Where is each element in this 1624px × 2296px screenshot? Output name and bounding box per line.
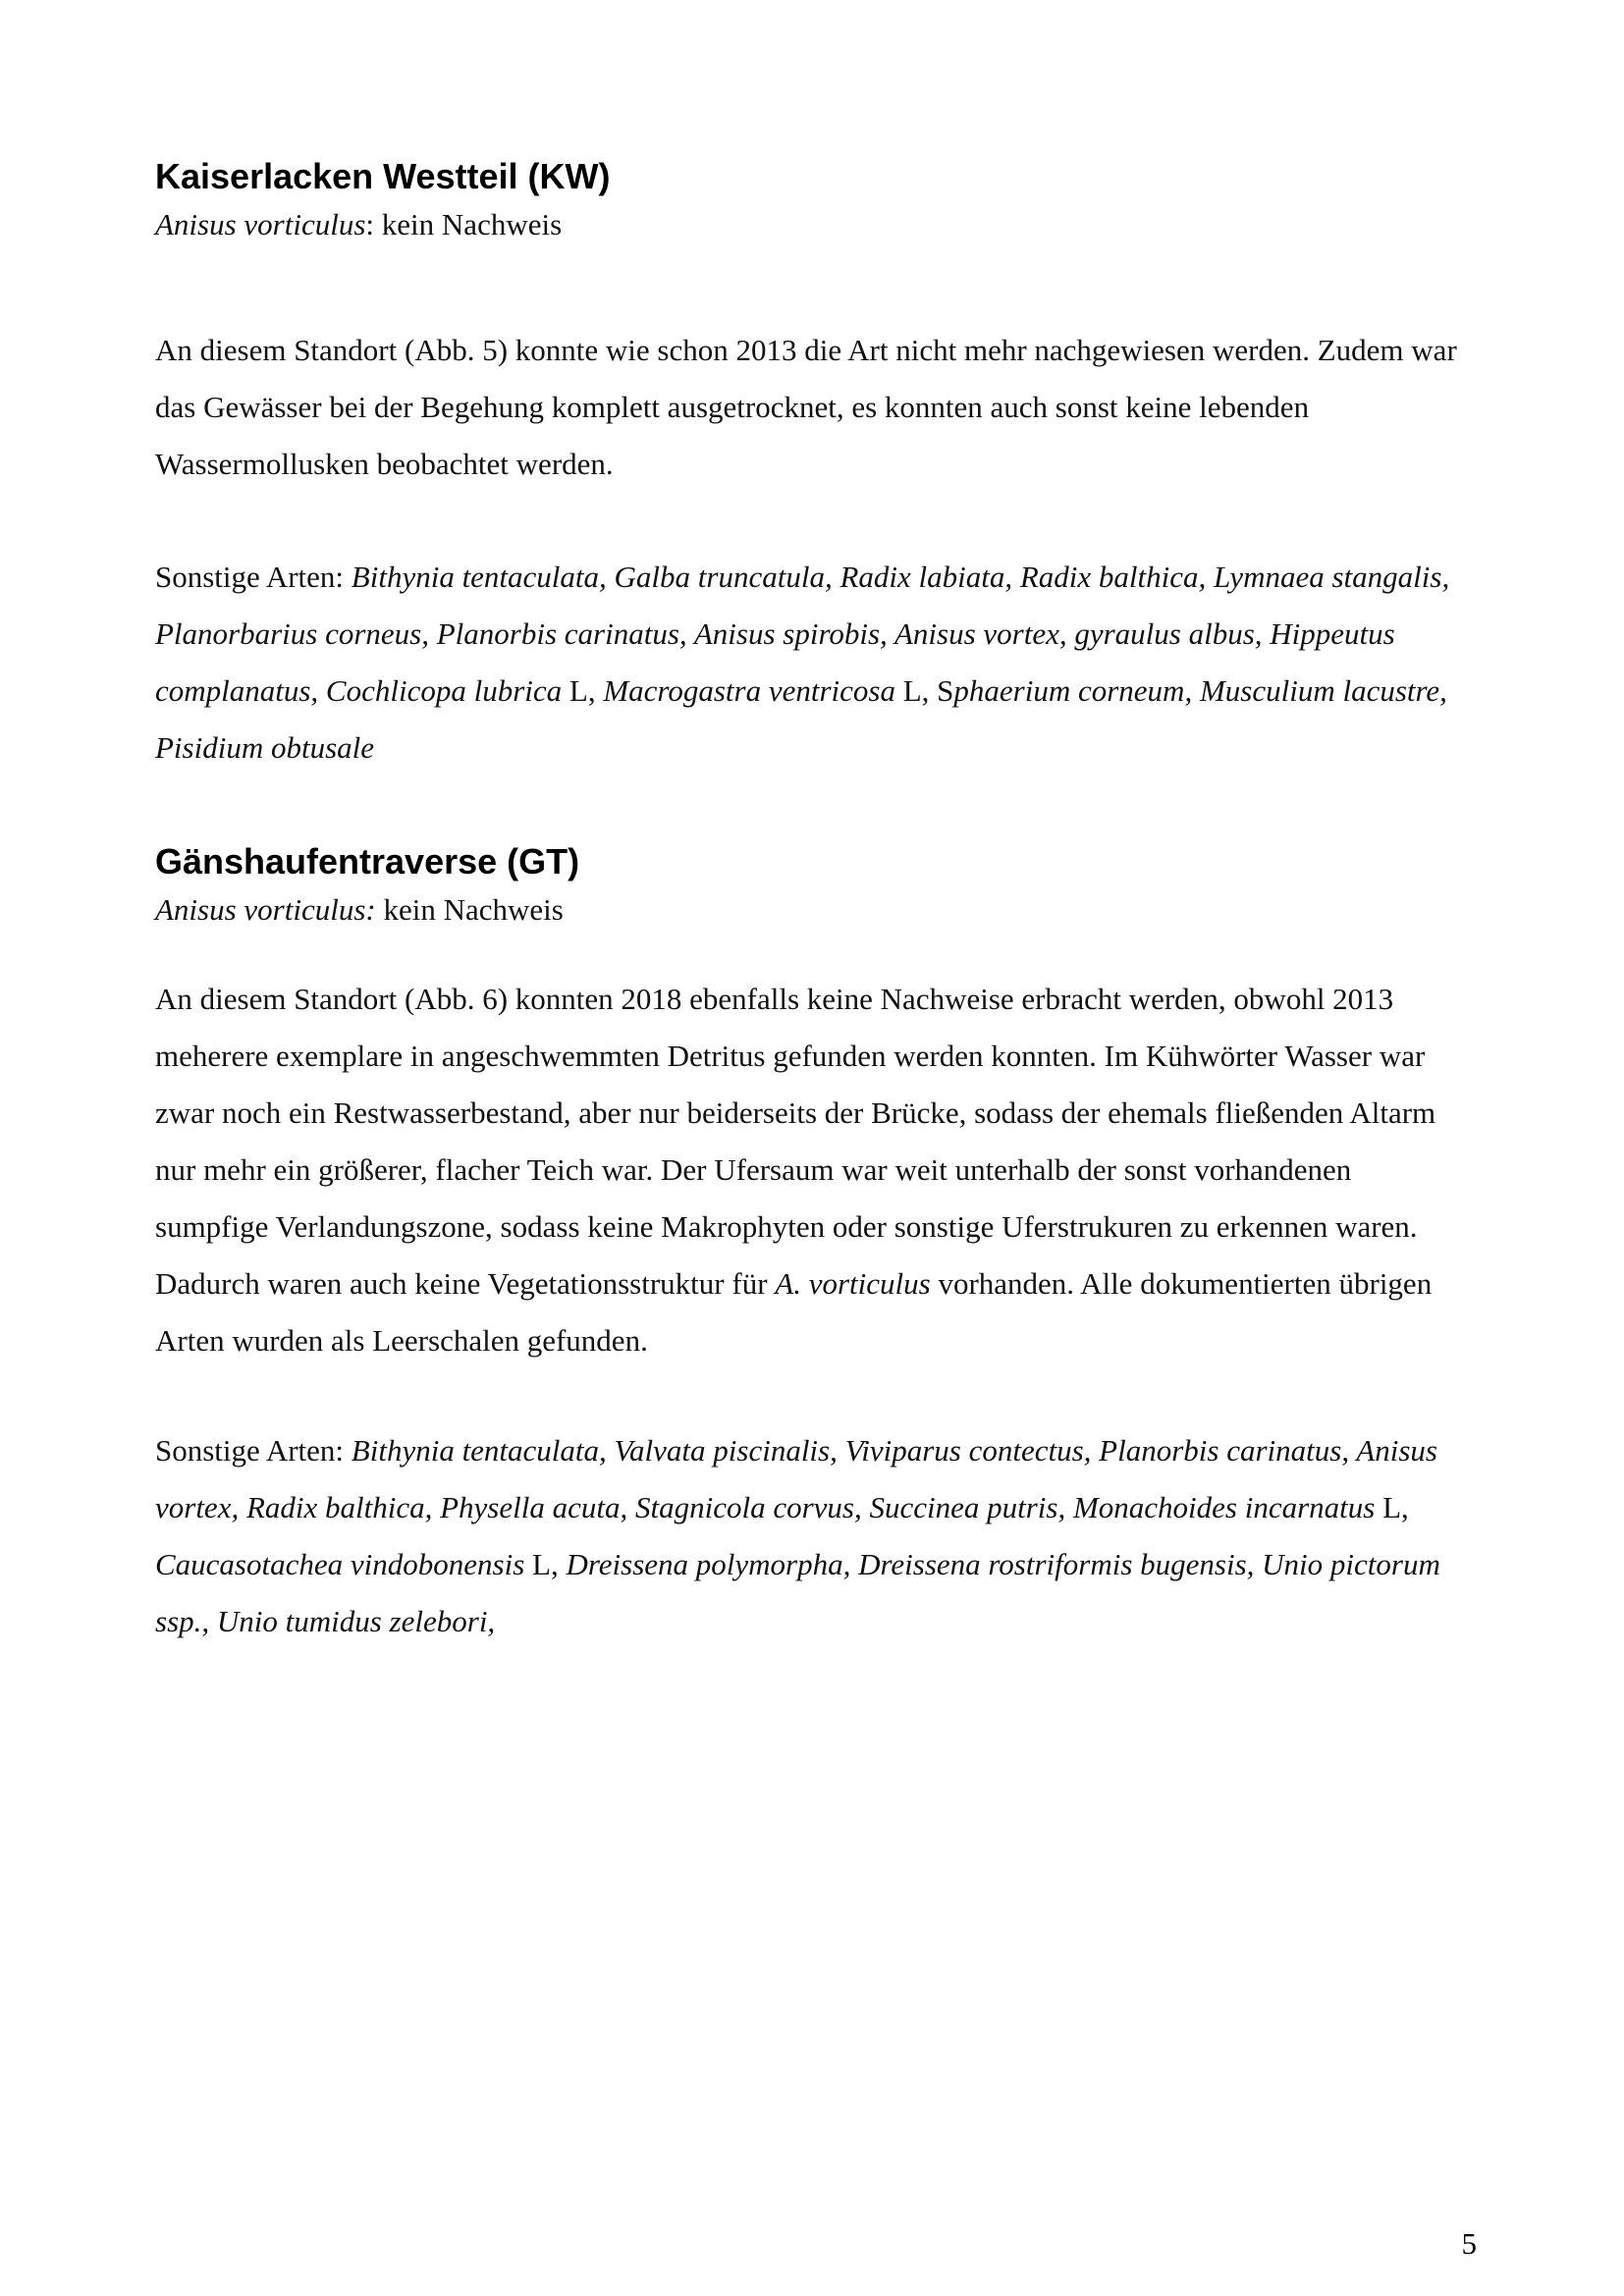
land-marker: L, — [524, 1547, 567, 1581]
section-gaenshaufentraverse-text — [155, 971, 1471, 1369]
page-number: 5 — [1461, 2226, 1477, 2261]
land-marker: L, — [562, 673, 604, 708]
species-status: kein Nachweis — [374, 207, 563, 241]
species-name: Anisus vorticulus — [155, 207, 366, 241]
other-species-label: Sonstige Arten: — [155, 1433, 352, 1468]
species-status: kein Nachweis — [375, 892, 564, 927]
section-kaiserlacken-text — [155, 322, 1471, 493]
paragraph: An diesem Standort (Abb. 5) konnte wie schon 2013 die Art nicht mehr nachgewiesen werden. Zudem war das Gewässer bei der Begehung komplett ausgetrocknet, es konnten auch sonst keine lebenden Wassermollusken beobachtet werden. — [155, 333, 1457, 481]
other-species-list: Bithynia tentaculata, Valvata piscinalis, Viviparus contectus, Planorbis carinatus, Anisus vortex, Radix balthica, Physella acuta, Stagnicola corvus, Succinea putris, Monachoides incarnatus — [155, 1433, 1437, 1524]
species-separator: : — [365, 207, 375, 241]
species-name: Anisus vorticulus: — [155, 892, 376, 927]
target-species-line — [155, 204, 1471, 245]
other-species-list: Caucasotachea vindobonensis — [155, 1547, 525, 1581]
paragraph-text: vorhanden. Alle dokumentierten übrigen Arten wurden als Leerschalen gefunden. — [155, 1266, 1433, 1358]
species-reference: A. vorticulus — [775, 1266, 931, 1301]
paragraph — [155, 971, 1471, 1369]
other-species-paragraph — [155, 549, 1471, 776]
other-species-list: Macrogastra ventricosa — [603, 673, 895, 708]
other-species-paragraph — [155, 1422, 1471, 1650]
section-heading: Kaiserlacken Westteil (KW) — [155, 156, 611, 196]
section-kaiserlacken — [155, 155, 1471, 245]
other-species-label: Sonstige Arten: — [155, 560, 352, 594]
other-species-list: Dreissena polymorpha, Dreissena rostriformis bugensis, Unio pictorum ssp., Unio tumidus zelebori, — [155, 1547, 1440, 1638]
section-gaenshaufentraverse-others — [155, 1422, 1471, 1650]
section-gaenshaufentraverse — [155, 840, 1471, 931]
section-heading: Gänshaufentraverse (GT) — [155, 841, 580, 881]
land-marker: L, — [1375, 1490, 1409, 1524]
section-kaiserlacken-others — [155, 549, 1471, 776]
land-marker: L, S — [894, 673, 954, 708]
other-species-list: phaerium corneum, Musculium lacustre, Pisidium obtusale — [155, 673, 1447, 765]
other-species-list: Bithynia tentaculata, Galba truncatula, Radix labiata, Radix balthica, Lymnaea stangalis, Planorbarius corneus, Planorbis carinatus, Anisus spirobis, Anisus vortex, gyraulus albus, Hippeutus complanatus, Cochlicopa lubrica — [155, 560, 1450, 708]
target-species-line — [155, 889, 1471, 931]
paragraph-text: An diesem Standort (Abb. 6) konnten 2018 ebenfalls keine Nachweise erbracht werden, obwohl 2013 meherere exemplare in angeschwemmten Detritus gefunden werden konnten. Im Kühwörter Wasser war zwar noch ein Restwasserbestand, aber nur beiderseits der Brücke, sodass der ehemals fließenden Altarm nur mehr ein größerer, flacher Teich war. Der Ufersaum war weit unterhalb der sonst vorhandenen sumpfige Verlandungszone, sodass keine Makrophyten oder sonstige Uferstrukuren zu erkennen waren. Dadurch waren auch keine Vegetationsstruktur für — [155, 982, 1436, 1301]
